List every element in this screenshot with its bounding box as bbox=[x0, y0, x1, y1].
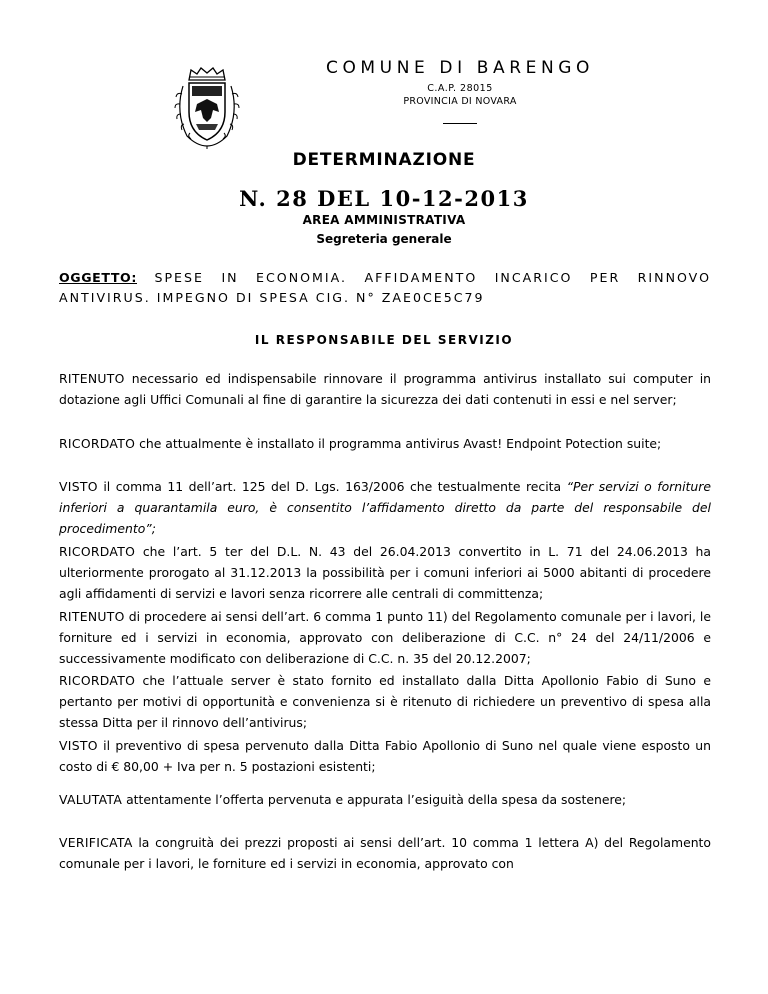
header-rule bbox=[443, 123, 477, 124]
paragraph: VISTO il preventivo di spesa pervenuto dalla Ditta Fabio Apollonio di Suno nel quale viene esposto un costo di € 80,00 + Iva per n. 5 postazioni esistenti; bbox=[59, 738, 711, 774]
paragraph: RITENUTO necessario ed indispensabile rinnovare il programma antivirus installato sui computer in dotazione agli Uffici Comunali al fine di garantire la sicurezza dei dati contenuti in essi e nel server; bbox=[59, 371, 711, 407]
document-number: N. 28 DEL 10-12-2013 bbox=[239, 186, 529, 211]
coat-of-arms-icon bbox=[173, 66, 241, 150]
section-heading: IL RESPONSABILE DEL SERVIZIO bbox=[254, 333, 514, 347]
paragraph: RICORDATO che attualmente è installato il programma antivirus Avast! Endpoint Potection suite; bbox=[59, 436, 662, 451]
paragraph: VISTO il comma 11 dell’art. 125 del D. Lgs. 163/2006 che testualmente recita “Per servizi o forniture inferiori a quarantamila euro, è consentito l’affidamento diretto da parte del responsabile del procedimento”; bbox=[59, 479, 711, 536]
document-type-heading: DETERMINAZIONE bbox=[292, 150, 476, 170]
postal-code: C.A.P. 28015 bbox=[427, 83, 493, 94]
comune-name: COMUNE DI BARENGO bbox=[325, 58, 595, 78]
subject-label: OGGETTO: bbox=[59, 270, 137, 285]
area-label: AREA AMMINISTRATIVA bbox=[302, 213, 466, 227]
subject-text: SPESE IN ECONOMIA. AFFIDAMENTO INCARICO PER RINNOVO ANTIVIRUS. IMPEGNO DI SPESA CIG. N° ZAE0CE5C79 bbox=[59, 270, 711, 305]
office-label: Segreteria generale bbox=[316, 232, 452, 246]
province: PROVINCIA DI NOVARA bbox=[403, 96, 517, 107]
paragraph: VERIFICATA la congruità dei prezzi proposti ai sensi dell’art. 10 comma 1 lettera A) del Regolamento comunale per i lavori, le forniture ed i servizi in economia, approvato con bbox=[59, 835, 711, 871]
paragraph: RICORDATO che l’art. 5 ter del D.L. N. 43 del 26.04.2013 convertito in L. 71 del 24.06.2013 ha ulteriormente prorogato al 31.12.2013 la possibilità per i comuni inferiori ai 5000 abitanti di procedere agli affidamenti di servizi e lavori senza ricorrere alle centrali di committenza; bbox=[59, 544, 711, 601]
paragraph: RITENUTO di procedere ai sensi dell’art. 6 comma 1 punto 11) del Regolamento comunale per i lavori, le forniture ed i servizi in economia, approvato con deliberazione di C.C. n° 24 del 24/11/2006 e successivamente modificato con deliberazione di C.C. n. 35 del 20.12.2007; bbox=[59, 609, 711, 666]
subject-block bbox=[59, 268, 711, 308]
letterhead bbox=[240, 58, 680, 124]
paragraph: VALUTATA attentamente l’offerta pervenuta e appurata l’esiguità della spesa da sostenere; bbox=[59, 792, 627, 807]
paragraph: RICORDATO che l’attuale server è stato fornito ed installato dalla Ditta Apollonio Fabio di Suno e pertanto per motivi di opportunità e convenienza si è ritenuto di richiedere un preventivo di spesa alla stessa Ditta per il rinnovo dell’antivirus; bbox=[59, 673, 711, 730]
